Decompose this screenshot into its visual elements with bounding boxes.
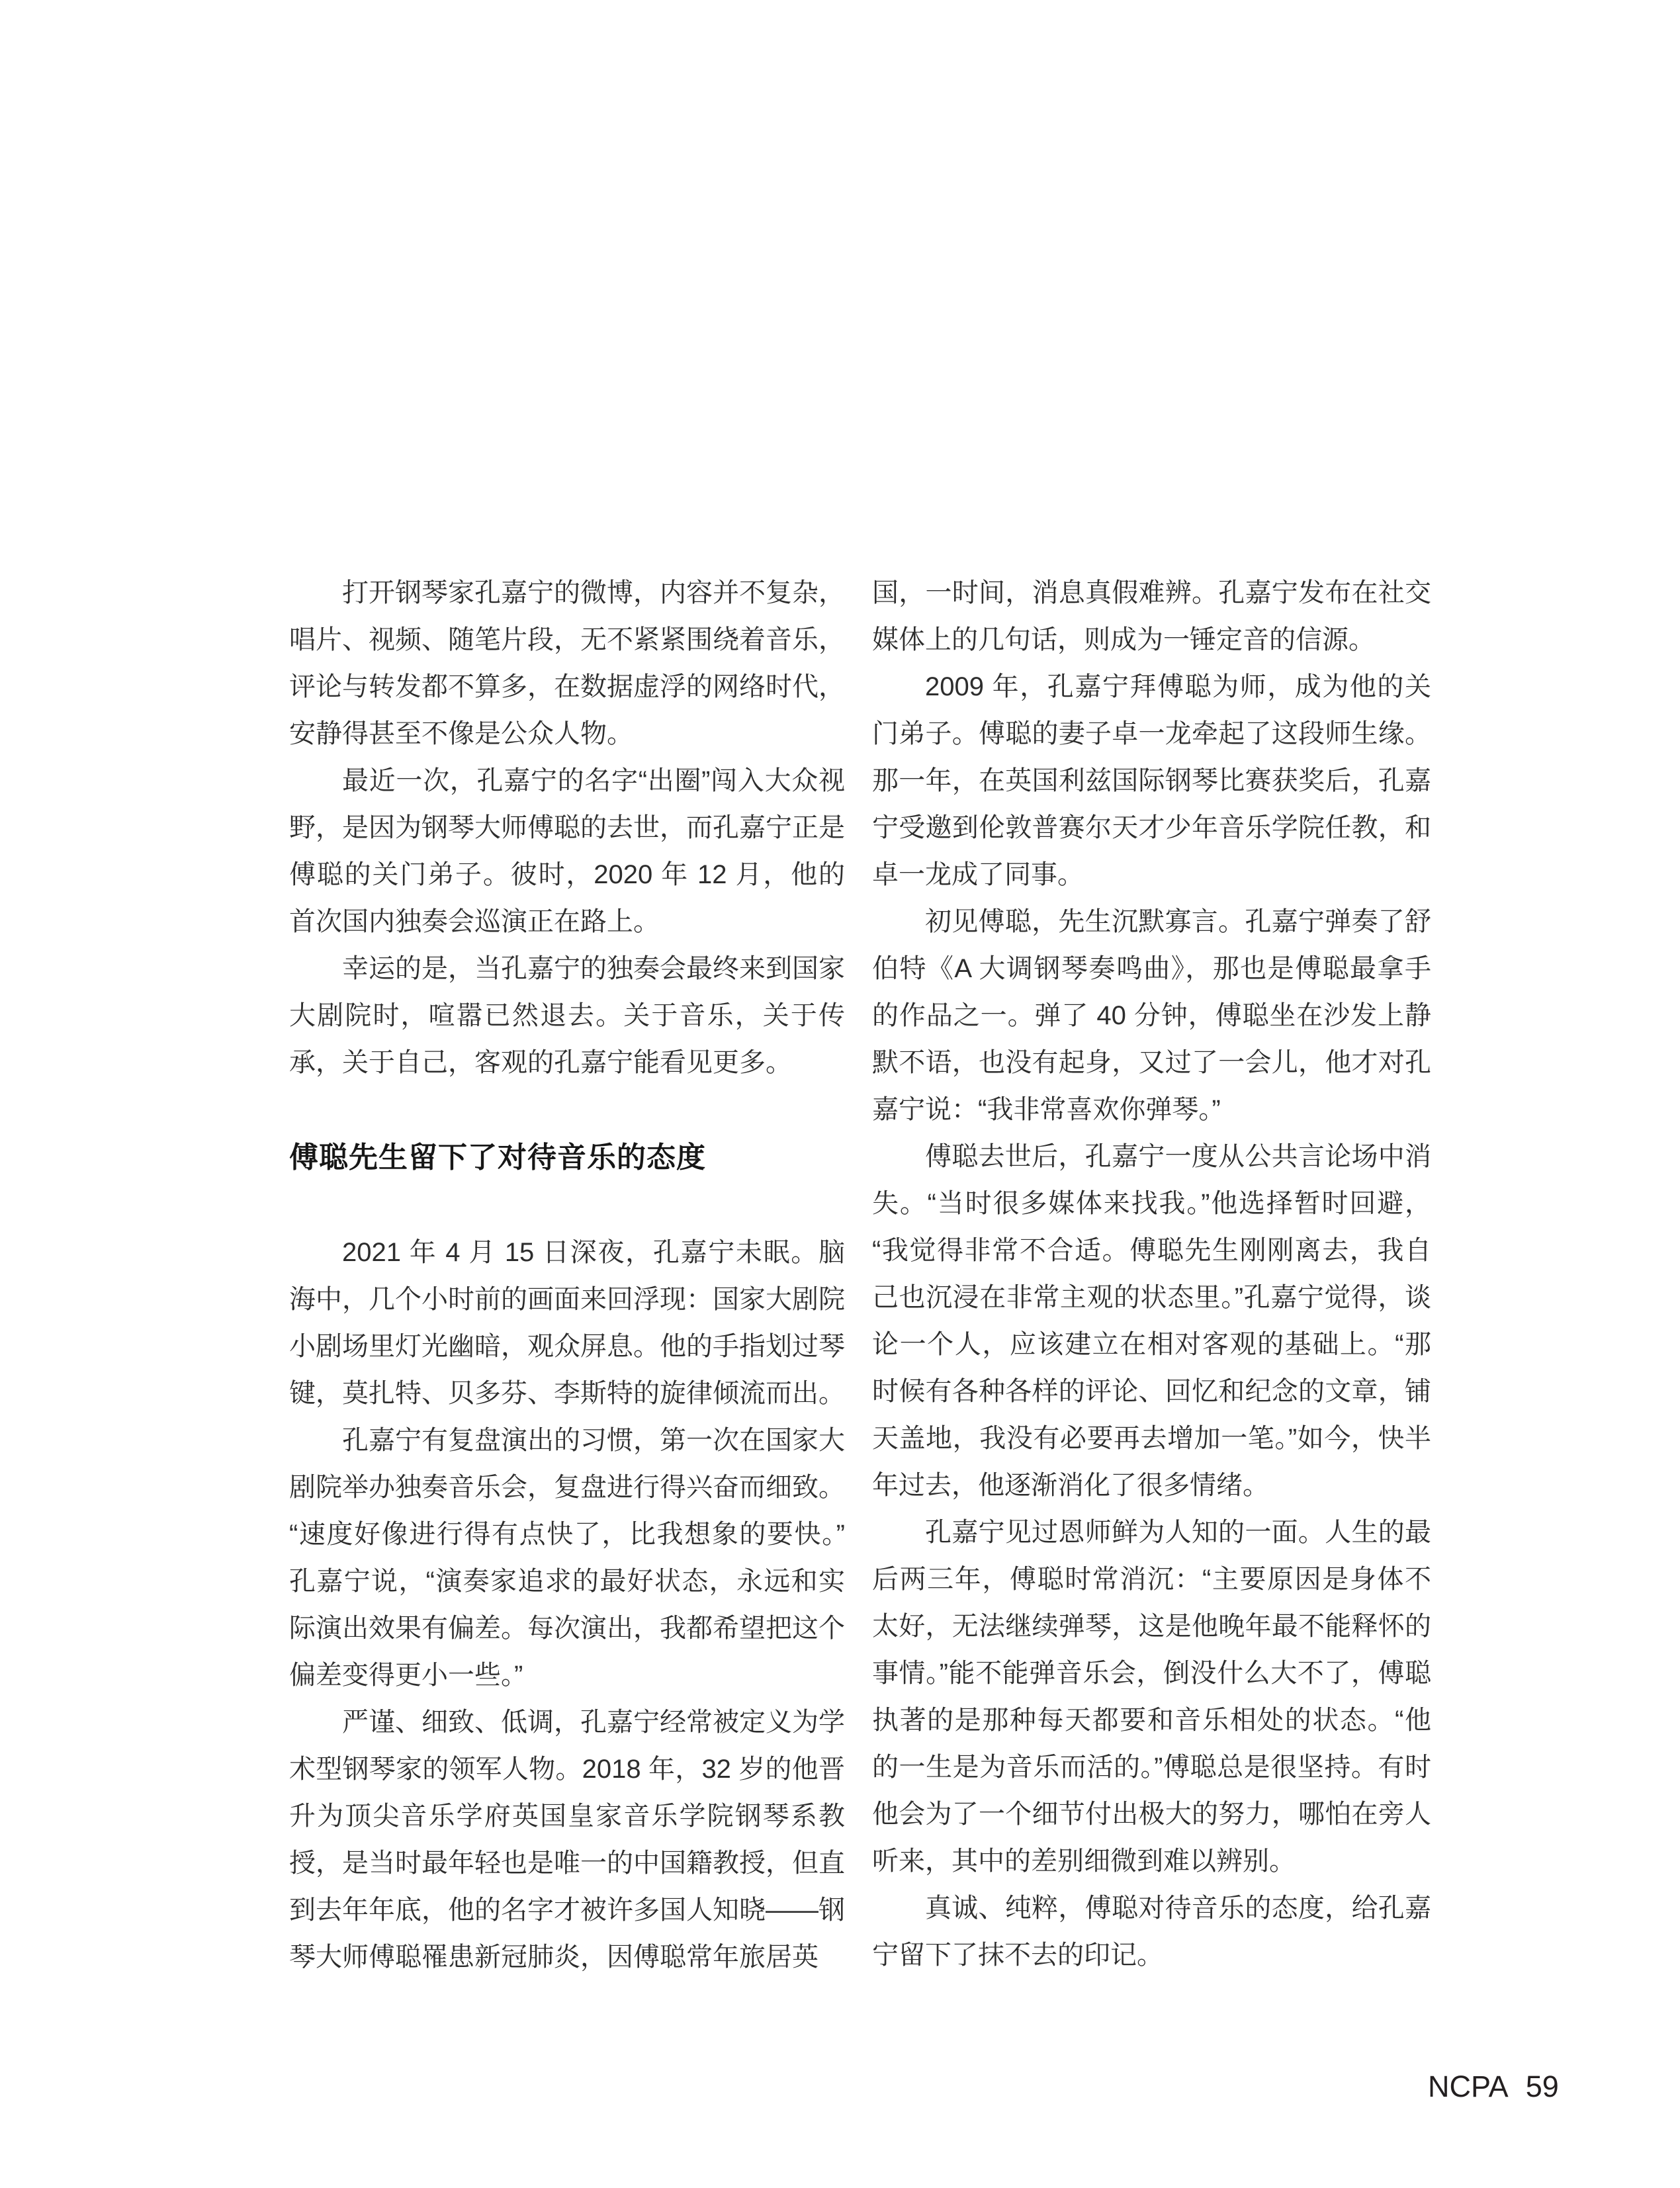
article-paragraph: 打开钢琴家孔嘉宁的微博，内容并不复杂，唱片、视频、随笔片段，无不紧紧围绕着音乐，评论与转发都不算多，在数据虚浮的网络时代，安静得甚至不像是公众人物。	[289, 578, 845, 748]
article-paragraph: 2021 年 4 月 15 日深夜，孔嘉宁未眠。脑海中，几个小时前的画面来回浮现：国家大剧院小剧场里灯光幽暗，观众屏息。他的手指划过琴键，莫扎特、贝多芬、李斯特的旋律倾流而出。	[289, 1238, 845, 1408]
page-number: 59	[1525, 2070, 1559, 2103]
left-text-column	[289, 570, 845, 1981]
right-text-column	[872, 570, 1431, 1979]
article-paragraph: 孔嘉宁见过恩师鲜为人知的一面。人生的最后两三年，傅聪时常消沉：“主要原因是身体不太好，无法继续弹琴，这是他晚年最不能释怀的事情。”能不能弹音乐会，倒没什么大不了，傅聪执著的是那种每天都要和音乐相处的状态。“他的一生是为音乐而活的。”傅聪总是很坚持。有时他会为了一个细节付出极大的努力，哪怕在旁人听来，其中的差别细微到难以辨别。	[872, 1518, 1431, 1876]
article-paragraph: 2009 年，孔嘉宁拜傅聪为师，成为他的关门弟子。傅聪的妻子卓一龙牵起了这段师生缘。那一年，在英国利兹国际钢琴比赛获奖后，孔嘉宁受邀到伦敦普赛尔天才少年音乐学院任教，和卓一龙成了同事。	[872, 672, 1431, 889]
article-paragraph: 幸运的是，当孔嘉宁的独奏会最终来到国家大剧院时，喧嚣已然退去。关于音乐，关于传承，关于自己，客观的孔嘉宁能看见更多。	[289, 954, 845, 1077]
article-paragraph: 初见傅聪，先生沉默寡言。孔嘉宁弹奏了舒伯特《A 大调钢琴奏鸣曲》，那也是傅聪最拿手的作品之一。弹了 40 分钟，傅聪坐在沙发上静默不语，也没有起身，又过了一会儿，他才对孔嘉宁说：“我非常喜欢你弹琴。”	[872, 907, 1431, 1124]
article-paragraph: 真诚、纯粹，傅聪对待音乐的态度，给孔嘉宁留下了抹不去的印记。	[872, 1894, 1431, 1970]
page-footer	[1428, 2070, 1559, 2104]
magazine-name: NCPA	[1428, 2070, 1509, 2103]
article-paragraph: 最近一次，孔嘉宁的名字“出圈”闯入大众视野，是因为钢琴大师傅聪的去世，而孔嘉宁正是傅聪的关门弟子。彼时，2020 年 12 月，他的首次国内独奏会巡演正在路上。	[289, 766, 845, 936]
section-heading: 傅聪先生留下了对待音乐的态度	[289, 1141, 706, 1174]
article-paragraph-continuation: 国，一时间，消息真假难辨。孔嘉宁发布在社交媒体上的几句话，则成为一锤定音的信源。	[872, 578, 1431, 654]
article-paragraph: 孔嘉宁有复盘演出的习惯，第一次在国家大剧院举办独奏音乐会，复盘进行得兴奋而细致。“速度好像进行得有点快了，比我想象的要快。”孔嘉宁说，“演奏家追求的最好状态，永远和实际演出效果有偏差。每次演出，我都希望把这个偏差变得更小一些。”	[289, 1426, 845, 1690]
article-paragraph: 傅聪去世后，孔嘉宁一度从公共言论场中消失。“当时很多媒体来找我。”他选择暂时回避，“我觉得非常不合适。傅聪先生刚刚离去，我自己也沉浸在非常主观的状态里。”孔嘉宁觉得，谈论一个人，应该建立在相对客观的基础上。“那时候有各种各样的评论、回忆和纪念的文章，铺天盖地，我没有必要再去增加一笔。”如今，快半年过去，他逐渐消化了很多情绪。	[872, 1142, 1431, 1500]
article-paragraph: 严谨、细致、低调，孔嘉宁经常被定义为学术型钢琴家的领军人物。2018 年，32 岁的他晋升为顶尖音乐学府英国皇家音乐学院钢琴系教授，是当时最年轻也是唯一的中国籍教授，但直到去年年底，他的名字才被许多国人知晓——钢琴大师傅聪罹患新冠肺炎，因傅聪常年旅居英	[289, 1708, 845, 1972]
